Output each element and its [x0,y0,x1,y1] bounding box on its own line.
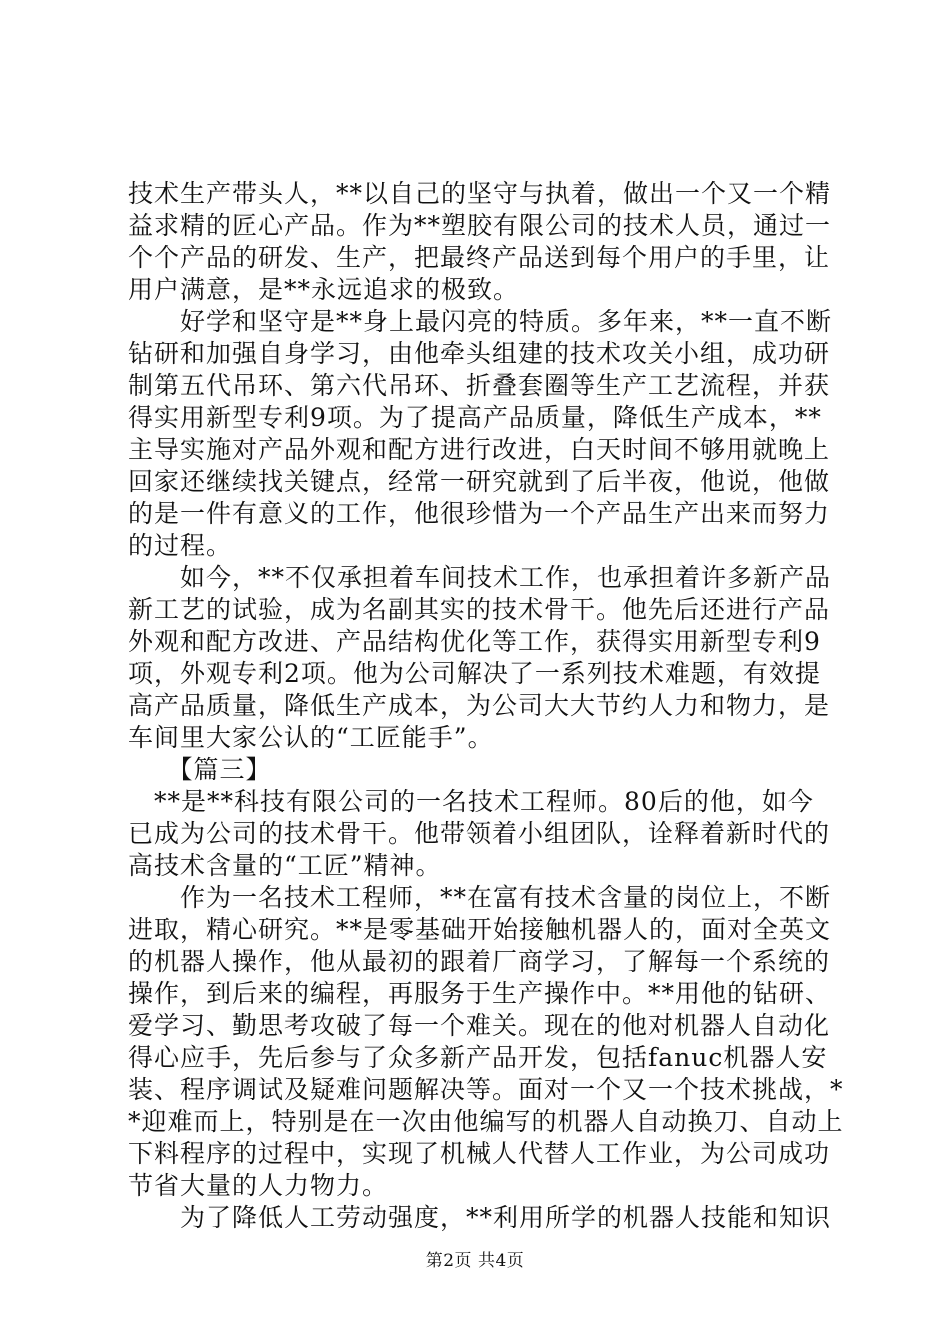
text-line: 的是一件有意义的工作，他很珍惜为一个产品生产出来而努力 [128,499,831,528]
text-line: 进取，精心研究。**是零基础开始接触机器人的，面对全英文 [128,915,832,944]
text-line: 用户满意，是**永远追求的极致。 [128,275,520,304]
page-footer: 第2页 共4页 [425,1251,525,1271]
text-line: 装、程序调试及疑难问题解决等。面对一个又一个技术挑战，* [128,1075,844,1104]
text-line: 技术生产带头人，**以自己的坚守与执着，做出一个又一个精 [128,179,832,208]
text-line: 爱学习、勤思考攻破了每一个难关。现在的他对机器人自动化 [128,1011,831,1040]
text-line: 新工艺的试验，成为名副其实的技术骨干。他先后还进行产品 [128,595,831,624]
text-line: 制第五代吊环、第六代吊环、折叠套圈等生产工艺流程，并获 [128,371,831,400]
text-line: 主导实施对产品外观和配方进行改进，白天时间不够用就晚上 [128,435,831,464]
text-line: 钻研和加强自身学习，由他牵头组建的技术攻关小组，成功研 [128,339,831,368]
text-line: 作为一名技术工程师，**在富有技术含量的岗位上，不断 [128,883,832,912]
text-line: 项，外观专利2项。他为公司解决了一系列技术难题，有效提 [128,659,821,688]
text-line: 的过程。 [128,531,233,560]
section-heading: 【篇三】 [128,755,272,784]
text-line: 如今，**不仅承担着车间技术工作，也承担着许多新产品 [128,563,832,592]
text-line: 操作，到后来的编程，再服务于生产操作中。**用他的钻研、 [128,979,832,1008]
text-line: 得实用新型专利9项。为了提高产品质量，降低生产成本，** [128,403,822,432]
text-line: 已成为公司的技术骨干。他带领着小组团队，诠释着新时代的 [128,819,831,848]
text-line: 外观和配方改进、产品结构优化等工作，获得实用新型专利9 [128,627,821,656]
text-line: 车间里大家公认的“工匠能手”。 [128,723,494,752]
text-line: 得心应手，先后参与了众多新产品开发，包括fanuc机器人安 [128,1043,828,1072]
text-line: *迎难而上，特别是在一次由他编写的机器人自动换刀、自动上 [128,1107,844,1136]
text-line: 的机器人操作，他从最初的跟着厂商学习，了解每一个系统的 [128,947,831,976]
text-line: 回家还继续找关键点，经常一研究就到了后半夜，他说，他做 [128,467,831,496]
text-line: 益求精的匠心产品。作为**塑胶有限公司的技术人员，通过一 [128,211,832,240]
text-line: 高技术含量的“工匠”精神。 [128,851,442,880]
text-line: **是**科技有限公司的一名技术工程师。80后的他，如今 [128,787,814,816]
text-line: 好学和坚守是**身上最闪亮的特质。多年来，**一直不断 [128,307,833,336]
text-line: 为了降低人工劳动强度，**利用所学的机器人技能和知识 [128,1203,832,1232]
text-line: 节省大量的人力物力。 [128,1171,389,1200]
text-line: 高产品质量，降低生产成本，为公司大大节约人力和物力，是 [128,691,831,720]
text-line: 下料程序的过程中，实现了机械人代替人工作业，为公司成功 [128,1139,831,1168]
text-line: 个个产品的研发、生产，把最终产品送到每个用户的手里，让 [128,243,831,272]
